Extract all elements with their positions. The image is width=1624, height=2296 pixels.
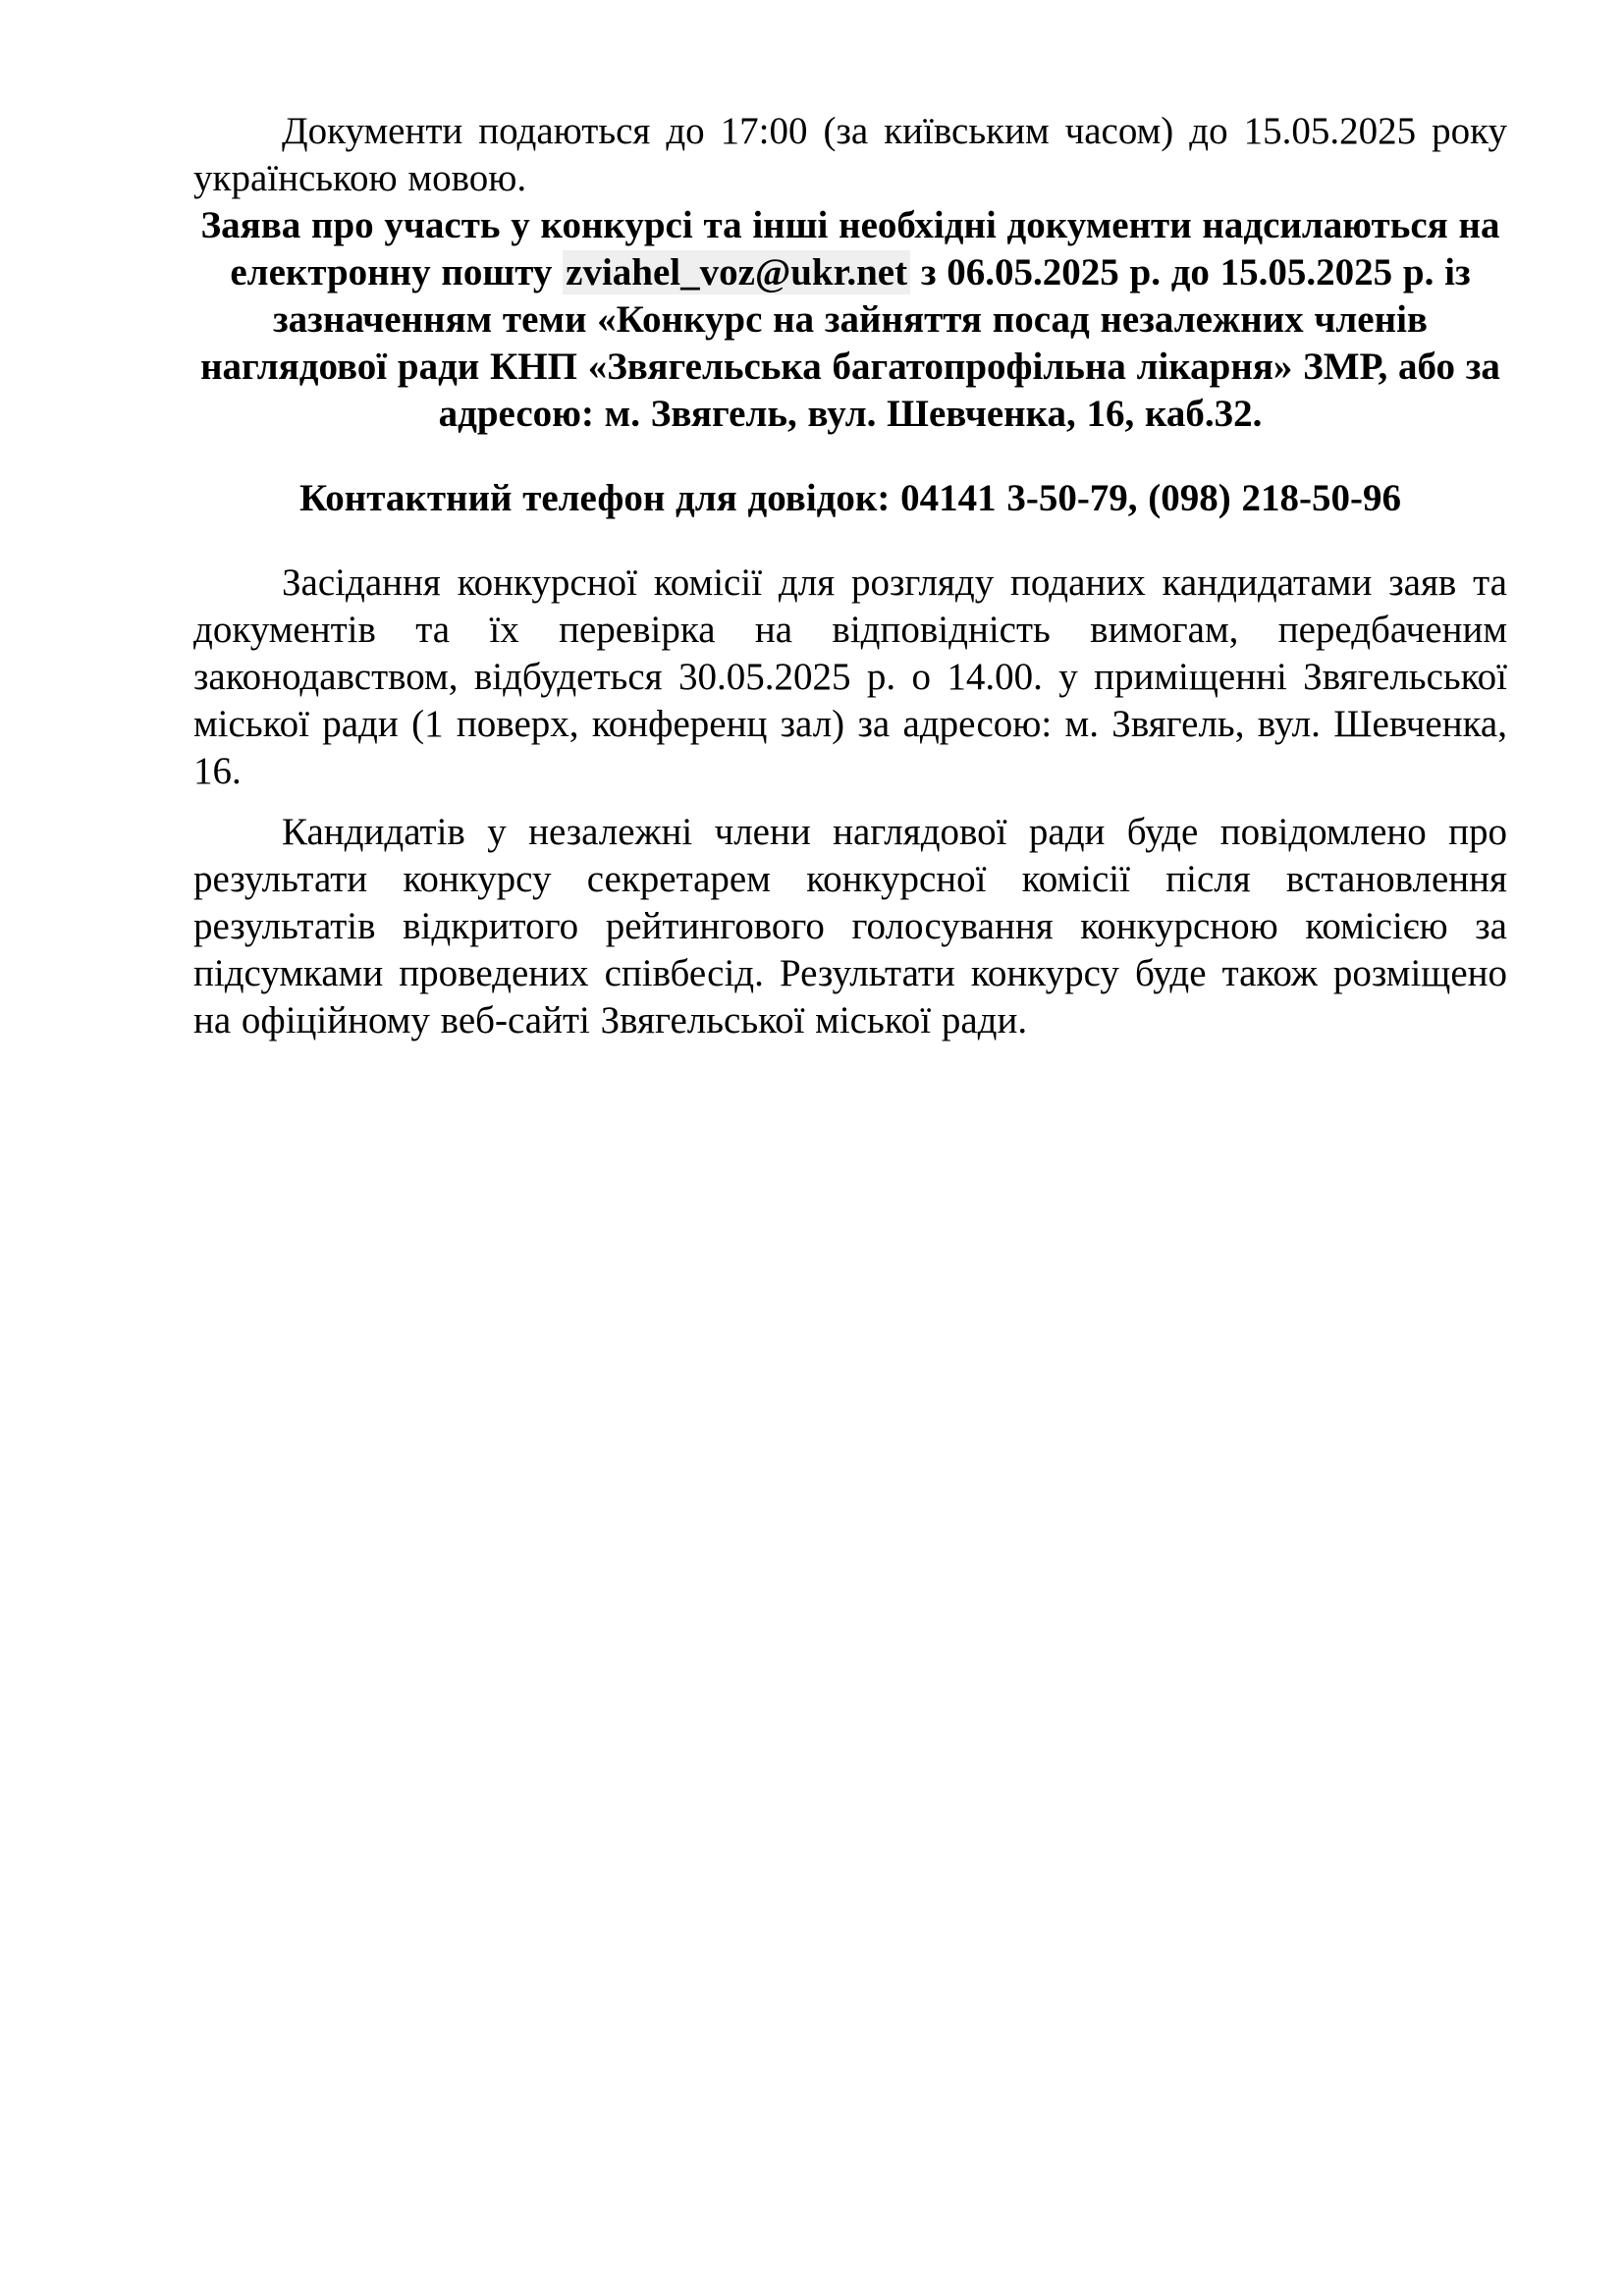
paragraph-contact-phone: Контактний телефон для довідок: 04141 3-50-79, (098) 218-50-96 [298,477,1402,519]
paragraph-submission-deadline: Документи подаються до 17:00 (за київським часом) до 15.05.2025 року українською мовою. [193,110,1507,199]
paragraph-application-instructions [193,202,1507,438]
contact-email: zviahel_voz@ukr.net [563,250,910,294]
paragraph-results-notification: Кандидатів у незалежні члени наглядової ради буде повідомлено про результати конкурсу секретарем конкурсної комісії після встановлення результатів відкритого рейтингового голосування конкурсною комісією за підсумками проведених співбесід. Результати конкурсу буде також розміщено на офіційному веб-сайті Звягельської міської ради. [193,811,1507,1041]
paragraph-commission-meeting: Засідання конкурсної комісії для розгляду поданих кандидатами заяв та документів та їх перевірка на відповідність вимогам, передбаченим законодавством, відбудеться 30.05.2025 р. о 14.00. у приміщенні Звягельської міської ради (1 поверх, конференц зал) за адресою: м. Звягель, вул. Шевченка, 16. [193,561,1507,792]
application-instructions-text: Заява про участь у конкурсі та інші необхідні документи надсилаються на електронну пошту [200,204,1500,294]
application-instructions-continuation: з 06.05.2025 р. до 15.05.2025 р. із зазначенням теми «Конкурс на зайняття посад незалежних членів наглядової ради КНП «Звягельська багатопрофільна лікарня» ЗМР, або за адресою: м. Звягель, вул. Шевченка, 16, каб.32. [200,251,1500,435]
